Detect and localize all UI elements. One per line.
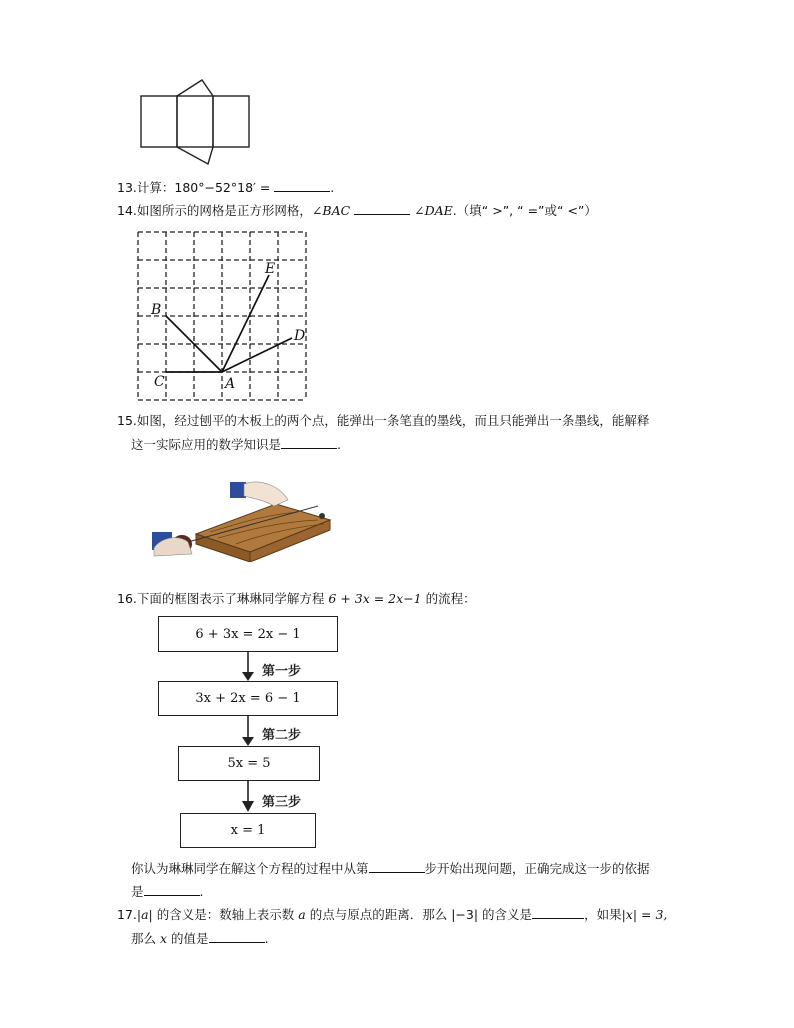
q17-meaning-blank[interactable] bbox=[532, 906, 584, 919]
q14-angle-bac: ∠BAC bbox=[311, 203, 351, 218]
q17-abs-m3: |−3| bbox=[451, 907, 479, 922]
q16-equation: 6 + 3x = 2x−1 bbox=[328, 591, 422, 606]
prism-net-figure bbox=[138, 76, 254, 168]
step-label-2: 第二步 bbox=[262, 728, 302, 743]
q17-text-b: 的点与原点的距离．那么 bbox=[309, 907, 448, 922]
q15-line2-b: . bbox=[337, 437, 341, 452]
question-14 bbox=[117, 202, 597, 220]
segment-ae bbox=[222, 275, 269, 372]
q17-value-blank[interactable] bbox=[209, 930, 265, 943]
square-grid-figure bbox=[134, 228, 312, 404]
q16-follow-c: 是 bbox=[131, 884, 144, 899]
flow-box-4: x = 1 bbox=[180, 813, 316, 848]
q17-line2-c: . bbox=[264, 931, 269, 946]
q16-step-blank[interactable] bbox=[369, 860, 425, 873]
q15-number: 15. bbox=[117, 413, 137, 428]
question-13 bbox=[117, 179, 334, 197]
q13-answer-blank[interactable] bbox=[274, 179, 330, 192]
q14-answer-blank[interactable] bbox=[354, 202, 410, 215]
question-15-line2 bbox=[131, 436, 341, 454]
q14-text-a: 如图所示的网格是正方形网格， bbox=[136, 203, 312, 218]
q16-number: 16. bbox=[117, 591, 137, 606]
q13-text: 计算：180°−52°18′ = bbox=[136, 180, 275, 195]
q13-tail: . bbox=[330, 180, 335, 195]
q14-text-b: .（填“ >”, “ =”或“ <”） bbox=[452, 203, 597, 218]
q17-var-a: a bbox=[298, 907, 306, 922]
question-17-line2 bbox=[131, 930, 269, 948]
flow-box-2: 3x + 2x = 6 − 1 bbox=[158, 681, 338, 716]
q15-line2-a: 这一实际应用的数学知识是 bbox=[131, 437, 282, 452]
question-17-line1 bbox=[117, 906, 667, 924]
question-16-follow-line2 bbox=[131, 883, 204, 901]
q16-text-b: 的流程： bbox=[425, 591, 476, 606]
q17-text-c: 的含义是 bbox=[482, 907, 533, 922]
q13-number: 13. bbox=[117, 180, 137, 195]
flow-box-3: 5x = 5 bbox=[178, 746, 320, 781]
q16-follow-b: 步开始出现问题，正确完成这一步的依据 bbox=[424, 861, 650, 876]
q17-var-x: x bbox=[160, 931, 168, 946]
label-d: D bbox=[294, 328, 306, 344]
q17-line2-a: 那么 bbox=[131, 931, 157, 946]
q17-abs-a: |a| bbox=[136, 907, 153, 922]
label-e: E bbox=[265, 261, 276, 277]
segment-ad bbox=[222, 338, 292, 372]
q16-follow-a: 你认为琳琳同学在解这个方程的过程中从第 bbox=[131, 861, 369, 876]
q14-number: 14. bbox=[117, 203, 137, 218]
question-15-line1 bbox=[117, 412, 649, 430]
q16-reason-blank[interactable] bbox=[144, 883, 200, 896]
q16-follow-d: . bbox=[199, 884, 204, 899]
step-label-3: 第三步 bbox=[262, 795, 302, 810]
q14-angle-dae: ∠DAE bbox=[414, 203, 453, 218]
question-16 bbox=[117, 590, 476, 608]
flow-box-1: 6 + 3x = 2x − 1 bbox=[158, 616, 338, 652]
q17-line2-b: 的值是 bbox=[171, 931, 209, 946]
flow-arrows bbox=[238, 650, 258, 816]
q15-line1: 如图，经过刨平的木板上的两个点，能弹出一条笔直的墨线，而且只能弹出一条墨线，能解释 bbox=[136, 413, 650, 428]
q17-text-d: ，如果 bbox=[584, 907, 622, 922]
question-16-follow-line1 bbox=[131, 860, 650, 878]
label-a: A bbox=[225, 376, 236, 392]
label-b: B bbox=[151, 302, 162, 318]
q16-text-a: 下面的框图表示了琳琳同学解方程 bbox=[136, 591, 325, 606]
label-c: C bbox=[154, 374, 165, 390]
q17-abs-x: |x| = 3, bbox=[621, 907, 668, 922]
q17-number: 17. bbox=[117, 907, 137, 922]
q15-answer-blank[interactable] bbox=[281, 436, 337, 449]
step-label-1: 第一步 bbox=[262, 664, 302, 679]
q17-text-a: 的含义是：数轴上表示数 bbox=[156, 907, 295, 922]
plank-inkline-illustration bbox=[148, 476, 338, 562]
